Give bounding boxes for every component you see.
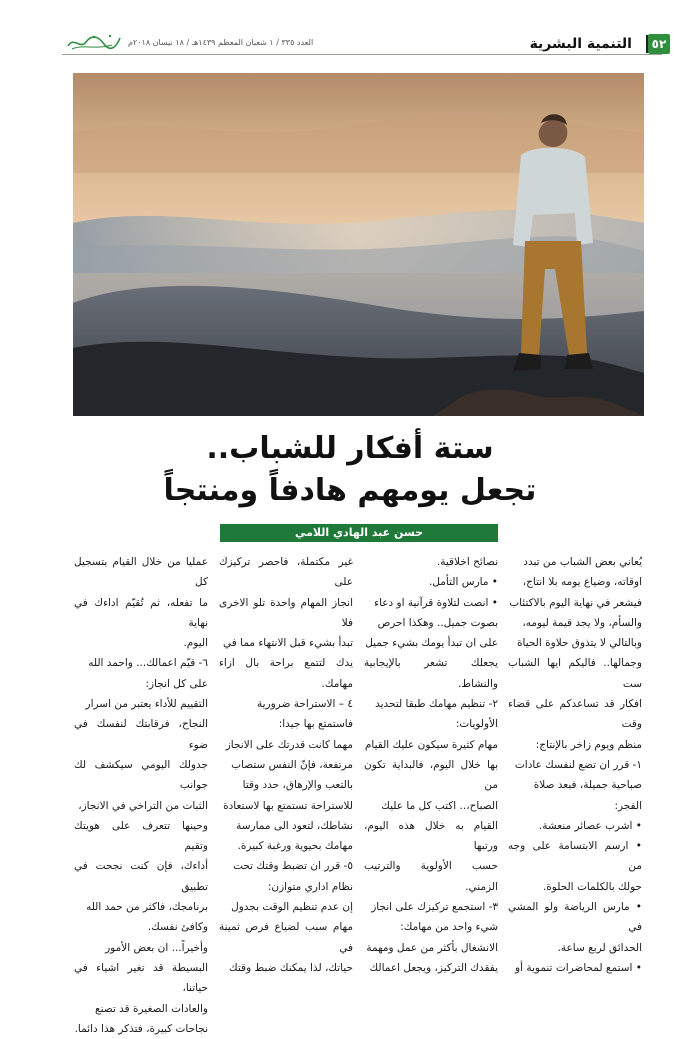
line: على ان تبدأ يومك بشيء جميل (365, 637, 498, 650)
line: حسب الأولوية والترتيب الزمني. (364, 860, 498, 893)
line: يُعاني بعض الشباب من تبدد (523, 556, 642, 568)
line: نجاحات كبيرة، فتذكر هذا دائما. (74, 1022, 208, 1035)
line: صباحية جميلة، فبعد صلاة (533, 779, 642, 792)
line: غير مكتملة، فاحصر تركيزك على (219, 556, 353, 589)
line: • مارس التأمل. (429, 576, 498, 589)
line: القيام به خلال هذه اليوم، ورتبها (364, 819, 498, 853)
line: يفقدك التركيز، ويجعل اعمالك (369, 961, 498, 974)
line: فيشعر في نهاية اليوم بالاكتئاب (509, 596, 642, 609)
line: وحينها تتعرف على هويتك وتقيم (74, 819, 208, 853)
line: على كل انجاز: (145, 677, 208, 690)
line: نصائح اخلاقية. (436, 556, 498, 568)
line: الانشغال بأكثر من عمل ومهمة (366, 941, 498, 954)
line: انجاز المهام واحدة تلو الاخرى فلا (219, 596, 353, 629)
section-label (522, 34, 648, 54)
line: ١- قرر ان تضع لنفسك عادات (514, 758, 642, 771)
page-number: ٥٢ (648, 34, 670, 54)
line: • استمع لمحاضرات تنموية أو (515, 961, 642, 974)
line: • اشرب عصائر منعشة. (538, 819, 642, 832)
line: بالتعب والإرهاق، حدد وقتا (242, 779, 353, 792)
author-byline: حسن عبد الهادي اللامي (220, 524, 498, 542)
issue-info: العدد ٣٣٥ / ١ شعبان المعظم ١٤٣٩هـ / ١٨ نيسان ٢٠١٨م (128, 38, 314, 47)
line: نشاطك، لتعود الى ممارسة (236, 819, 353, 832)
line: • انصت لتلاوة قرآنية او دعاء (374, 596, 498, 609)
line: حولك بالكلمات الحلوة. (542, 880, 642, 893)
line: مهما كانت قدرتك على الانجاز (225, 738, 353, 751)
line: بصوت جميل.. وهكذا احرص (377, 616, 498, 629)
magazine-logo (66, 32, 122, 52)
line: الثبات من التراخي في الانجاز، (78, 799, 208, 812)
article-column-2 (364, 552, 498, 978)
line: ٦- قيّم اعمالك... واحمد الله (88, 657, 208, 670)
line: إن عدم تنظيم الوقت بجدول (231, 901, 353, 914)
line: تبدأ بشيء قبل الانتهاء مما في (223, 637, 353, 650)
line: مهام سبب لضياع فرص ثمينة في (219, 921, 353, 954)
line: ٥- قرر ان تضبط وقتك تحت (233, 860, 353, 873)
line: أداءك، فإن كنت نجحت في تطبيق (74, 860, 208, 893)
line: برنامجك، فاكثر من حمد الله (86, 901, 208, 914)
hero-photo (73, 73, 644, 416)
line: مهام كثيرة سيكون عليك القيام (364, 738, 498, 751)
title-line-2: تجعل يومهم هادفاً ومنتجاً (163, 473, 537, 508)
line: الصباح،.. اكتب كل ما عليك (381, 799, 498, 812)
line: الأولويات: (455, 718, 498, 731)
line: منظم ويوم زاخر بالإنتاج: (535, 738, 642, 751)
line: الفجر: (614, 799, 642, 812)
line: افكار قد تساعدكم على قضاء وقت (508, 698, 642, 731)
line: التقييم للأداء يعتبر من اسرار (85, 698, 208, 711)
line: مهامك بحيوية ورغبة كبيرة. (237, 840, 353, 853)
line: والعادات الصغيرة قد تصنع (94, 1002, 208, 1015)
line: البسيطة قد تغير اشياء في حياتنا، (74, 961, 208, 995)
line: • مارس الرياضة ولو المشي في (508, 901, 642, 934)
article-column-3 (219, 552, 353, 978)
line: مرتفعة، فإنّ النفس ستصاب (231, 758, 353, 771)
article-column-4 (74, 552, 208, 1039)
line: يدك لتتمع براحة بال ازاء مهامك. (219, 657, 353, 690)
line: ما تفعله، ثم تُقيّم اداءك في نهاية (74, 596, 208, 629)
line: والسأم، ولا يجد قيمة ليومه، (522, 616, 642, 629)
line: حياتك، لذا يمكنك ضبط وقتك (229, 961, 353, 974)
line: • ارسم الابتسامة على وجه من (508, 840, 642, 873)
line: وجمالها.. فاليكم ايها الشباب ست (508, 657, 642, 690)
line: نظام اداري متوازن: (267, 880, 353, 893)
article-column-1 (508, 552, 642, 978)
line: عمليا من خلال القيام بتسجيل كل (74, 556, 208, 589)
header-rule (62, 54, 662, 55)
line: ٤ – الاستراحة ضرورية (256, 698, 353, 711)
line: وبالتالي لا يتذوق حلاوة الحياة (517, 637, 642, 650)
page-header (62, 30, 667, 58)
title-line-1: ستة أفكار للشباب.. (206, 431, 494, 466)
line: للاستراحة تستمتع بها لاستعادة (223, 799, 353, 812)
line: فاستمتع بها جيدا: (278, 718, 353, 731)
line: شيء واحد من مهامك: (400, 921, 498, 934)
line: النجاح، فرقابتك لنفسك في ضوء (74, 718, 208, 751)
line: جدولك اليومي سيكشف لك جوانب (74, 758, 208, 792)
section-title: التنمية البشرية (522, 36, 640, 52)
line: وأخيراً... ان بعض الأمور (105, 941, 208, 954)
line: بها خلال اليوم، فالبداية تكون من (364, 758, 498, 792)
line: وكافئ نفسك. (147, 921, 208, 934)
line: يجعلك تشعر بالإيجابية والنشاط. (364, 657, 498, 690)
line: اوقاته، وضياع يومه بلا انتاج، (522, 576, 642, 589)
line: الحدائق لربع ساعة. (557, 941, 642, 954)
line: ٢- تنظيم مهامك طبقا لتحديد (375, 698, 498, 711)
line: اليوم. (183, 637, 208, 650)
article-title (140, 428, 560, 512)
line: ٣- استجمع تركيزك على انجاز (371, 901, 498, 914)
